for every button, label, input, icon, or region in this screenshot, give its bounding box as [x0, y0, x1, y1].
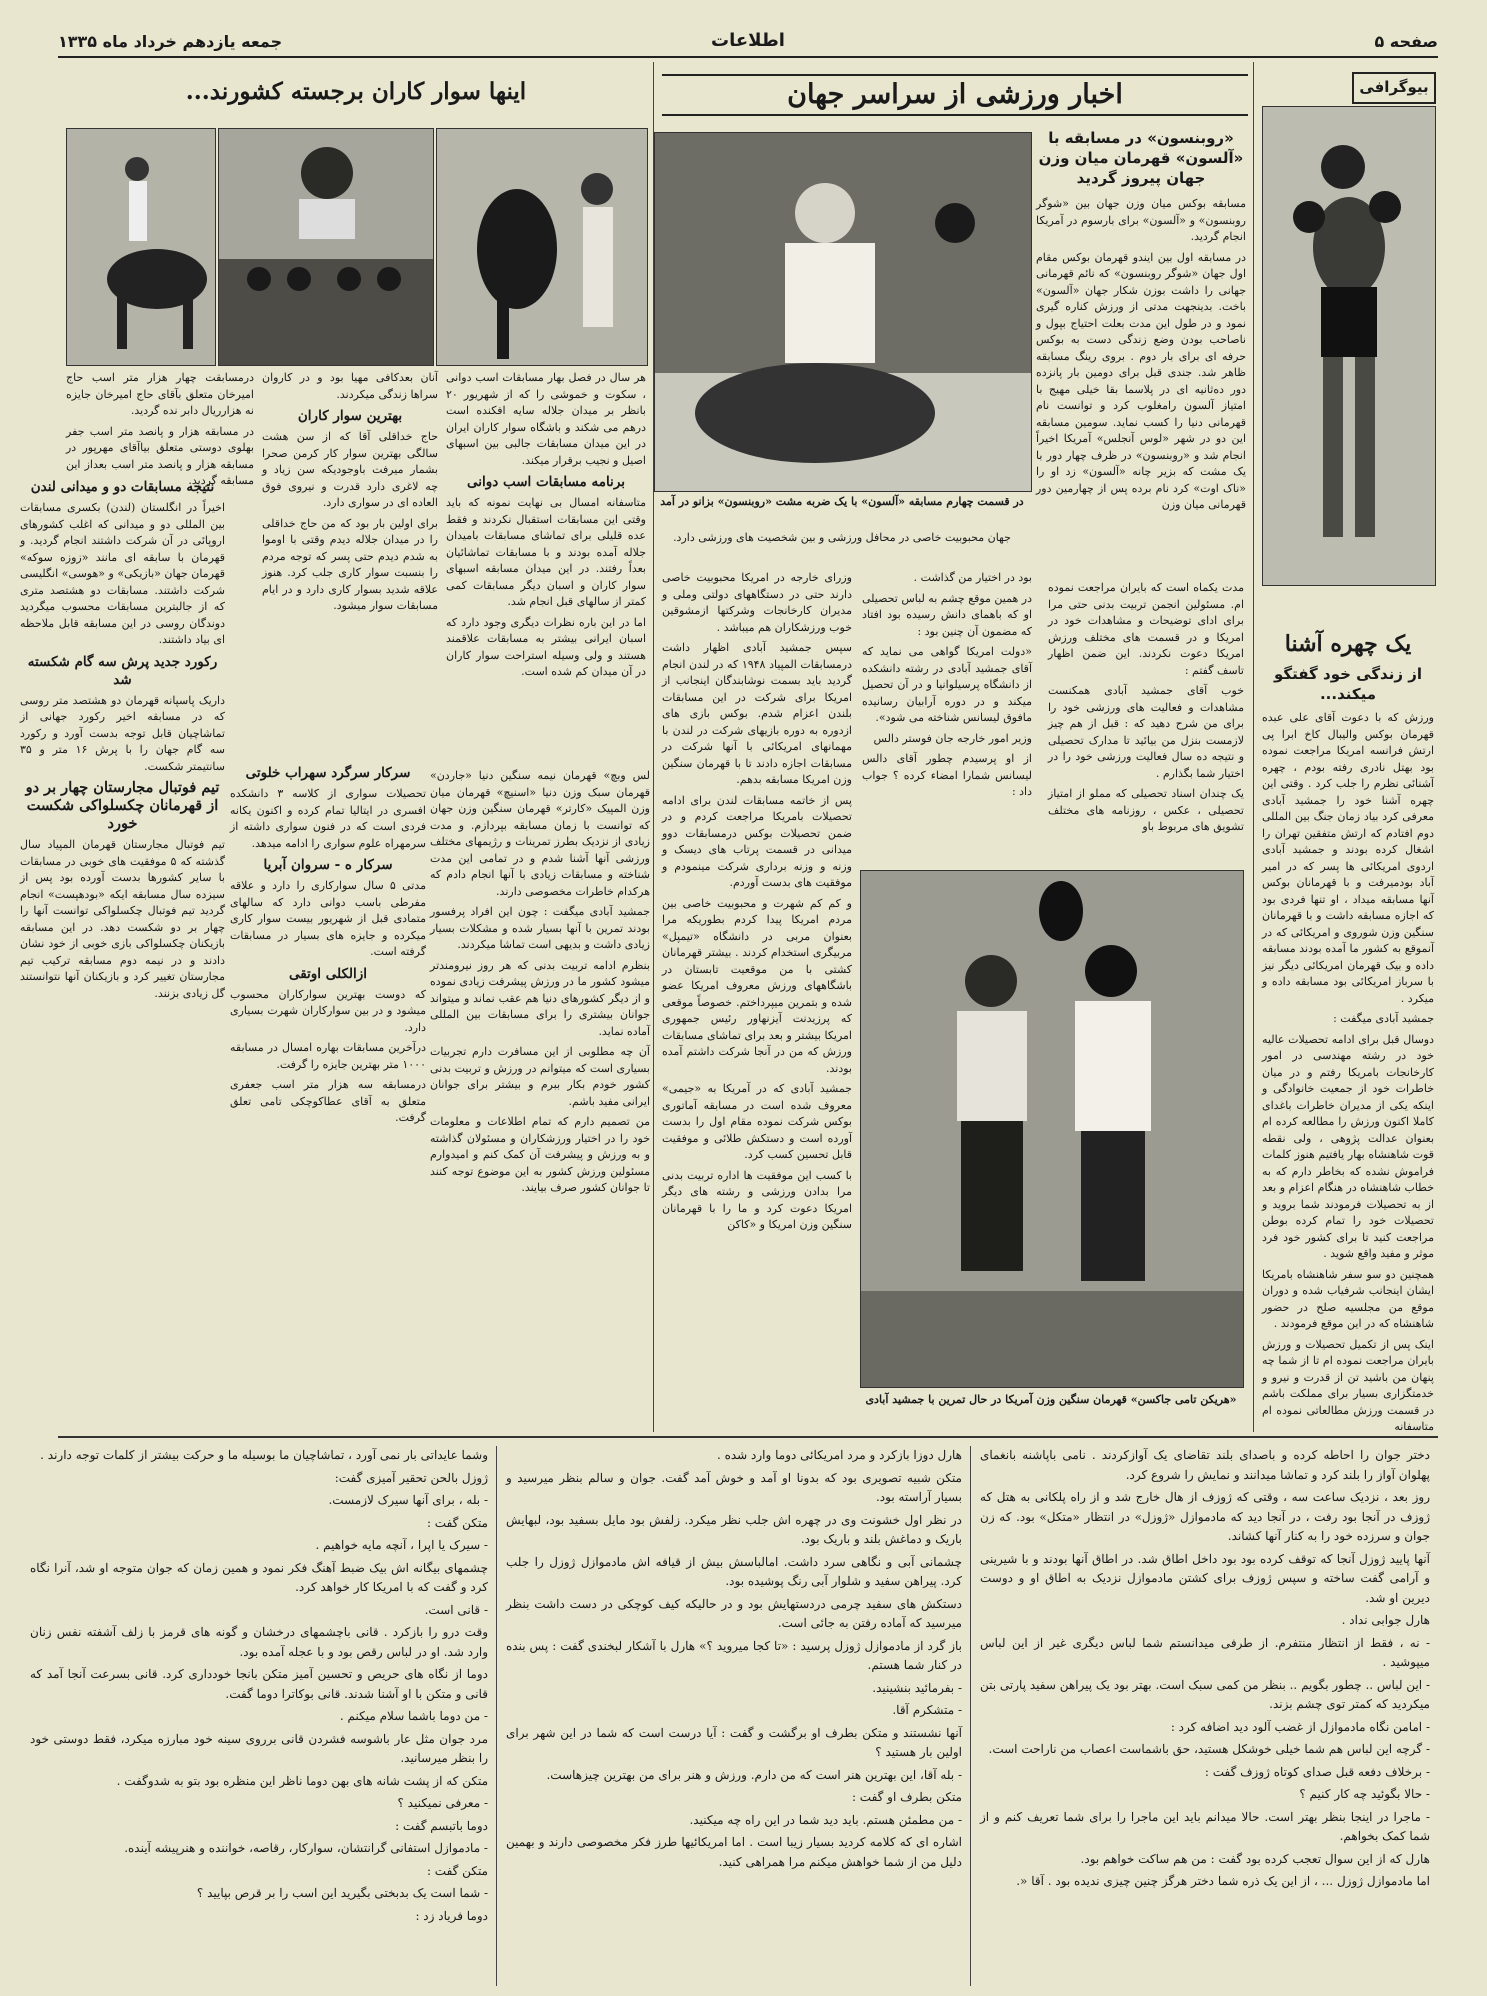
paragraph: هارل جوابی نداد . — [1341, 1613, 1430, 1627]
paragraph: چشمهای بیگانه اش بیک ضبط آهنگ فکر نمود و همین زمان که جوان متوجه او شد، آنرا نگاه کرد و گفت که با امریکا کار خواهد کرد. — [30, 1560, 488, 1594]
paragraph: و کم کم شهرت و محبوبیت خاصی بین مردم امریکا پیدا کردم بطوریکه مرا بعنوان مربی در دانشگاه «تیمپل» مربیگری استخدام کردند . بیشتر قهرمانان کشتی با من موقعیت تابستان در باشگاههای ورزش معروف امریکا عضو شده و بتمرین میپرداختم. خصوصاً موقعی که پرزیدنت آیزنهاور رئیس جمهوری امریکا بیشتر و بعد برای تماشای مسابقات ورزش که من در آنجا شرکت داشتم آمده بودند. — [662, 896, 852, 1075]
paragraph: متکن بطرف او گفت : — [851, 1790, 962, 1804]
paragraph: «دولت امریکا گواهی می نماید که آقای جمشید آبادی در رشته دانشکده از دانشگاه پرسیلوانیا و در آن تحصیل میکند و در دوره آرابیان رسانیده مافوق لیسانس شناخته می شود». — [862, 645, 1032, 724]
fame-line: جهان محبوبیت خاصی در محافل ورزشی و بین شخصیت های ورزشی دارد. — [673, 531, 1011, 544]
paragraph: جمشید آبادی که در آمریکا به «جیمی» معروف شده است در مسابقه آماتوری بوکس شرکت نموده مقام اول را بدست آورده است و دستکش طلائی و موفقیت قابل تحسین کسب کرد. — [662, 1082, 852, 1161]
paragraph: من تصمیم دارم که تمام اطلاعات و معلومات خود را در اختیار ورزشکاران و مسئولان گذاشته و به ورزش و پیشرفت آن کمک کنم و امیدوارم مسئولین ورزش کشور به این موضوع توجه کنند تا جوانان کشور صرف بیایند. — [430, 1115, 650, 1194]
paragraph: اینک پس از تکمیل تحصیلات و ورزش بایران مراجعت نموده ام تا از شما چه پنهان من باشید تن از قدرت و نیرو و خدمتگزاری بسیار برای مملکت باشم در قسمت ورزش مطالعاتی نموده ام متاسفانه — [1262, 1337, 1434, 1433]
paragraph: داریک پاسپانه قهرمان دو هشتصد متر روسی که در مسابقه اخیر رکورد جهانی از تماشاچیان قابل توجه بدست آورد و رکورد سه گام جهان را با پرش ۱۶ متر و ۳۵ سانتیمتر شکست. — [20, 693, 225, 773]
paragraph: متکن شبیه تصویری بود که بدونا او آمد و خوش آمد گفت. جوان و سالم بنظر میرسید و بسیار آراسته بود. — [506, 1470, 962, 1504]
paragraph: چشمانی آبی و نگاهی سرد داشت. امالباسش بیش از قیافه اش مادموازل ژوزل را جلب کرد. پیراهن سفید و شلوار آبی رنگ پوشیده بود. — [506, 1554, 962, 1588]
paragraph: هارل که از این سوال تعجب کرده بود گفت : من هم ساکت خواهم بود. — [1080, 1851, 1430, 1866]
paragraph: تیم فوتبال مجارستان قهرمان المپیاد سال گذشته که ۵ موفقیت های خوبی در مسابقات با سایر کشورها بدست آورده بود پس از سیزده سال مسابقه ایکه «بودهپست» انجام گردید تیم فوتبال چکسلواکی توانست آنها را چهار بر دو شکست دهد. در این مسابقه بازیکنان چکسلواکی بازی خوبی از خود نشان دادند و در نیمه دوم مسابقه ترکیب تیم مجارستان تغییر کرد و بازیکنان آنها نتوانستند گل زیادی بزنند. — [20, 838, 226, 1000]
paragraph: - حالا بگوئید چه کار کنیم ؟ — [1299, 1787, 1430, 1801]
interview-story-col-3 — [430, 768, 650, 1398]
sports-news-title: اخبار ورزشی از سراسر جهان — [662, 74, 1248, 116]
biography-text-col-a — [1048, 580, 1244, 833]
novel-col-2 — [506, 1446, 962, 1986]
paragraph: از او پرسیدم چطور آقای دالس لیسانس شمارا امضاء کرده ؟ جواب داد : — [862, 752, 1032, 798]
rider-on-horse-photo — [66, 128, 216, 366]
riders-col-3 — [446, 370, 646, 760]
section-heading: سرکار سرگرد سهراب خلوتی — [245, 765, 411, 781]
column-rule — [970, 1446, 971, 1986]
paragraph: خوب آقای جمشید آبادی همکنست مشاهدات و فعالیت های ورزشی خود را برای من شرح دهید که : قبل از هم چیز لازمست بنزل من بیائید تا مدارک تحصیلی و نتیجه ده سال فعالیت ورزشی خود را در اختیار شما بگذارم . — [1048, 684, 1244, 780]
paragraph: آنان بعدکافی مهیا بود و در کاروان سراها زندگی میکردند. — [262, 371, 438, 401]
paragraph: روز بعد ، نزدیک ساعت سه ، وقتی که ژوزف از هال خارج شد و از راه پلکانی به هتل که ژوزف در آنجا بود رفت ، در آنجا دید که مادموازل «ژوزل» در انتظار «متکل» بود. که زن جوان و سرزده خود را به کنار آنها کشاند. — [980, 1490, 1430, 1543]
paragraph: پس از خاتمه مسابقات لندن برای ادامه تحصیلات بامریکا مراجعت کردم و در ضمن تحصیلات بوکس درمسابقات دوو میدانی در قسمت پرتاب های دیسک و وزنه و وزنه برداری شرکت مینمودم و موفقیت های بدست آوردم. — [662, 793, 852, 889]
column-rule — [1253, 62, 1254, 1432]
paragraph: - امامن نگاه مادموازل از غضب آلود دید اضافه کرد : — [1170, 1719, 1430, 1734]
paragraph: سپس جمشید آبادی اظهار داشت درمسابقات المپیاد ۱۹۴۸ که در لندن انجام گردید باید بسمت نوشابندگان اینجانب از امریکا برای شرکت در این مسابقات بلندن اعزام شدم. بوکس بازی های ازدوره به دوره بازیهای شرکت در لندن با مهمانهای امریکائی با آنها شرکت در مسابقات اجازه دادند تا با قهرمان سنگین وزن امریکا مسابقه بدهم. — [662, 641, 853, 786]
paragraph: وقت درو را بازکرد . قانی باچشمهای درخشان و گونه های قرمز با زلف آشفته نفس زنان وارد شد. او در لباس رقص بود و با عجله آمده بود. — [30, 1625, 488, 1659]
paragraph: یک چندان اسناد تحصیلی که مملو از امتیاز تحصیلی ، عکس ، روزنامه های مختلف تشویق های مربوط باو — [1048, 787, 1244, 833]
paragraph: اشاره ای که کلامه کردید بسیار زیبا است . اما امریکائیها طرز فکر مخصوصی دارند و بهمین دلیل من از شما خواهش میکنم مرا همراهی کنید. — [506, 1835, 962, 1869]
paragraph: متاسفانه امسال بی نهایت نمونه که باید وقتی این مسابقات استقبال نکردند و فقط عده قلیلی برای تماشای مسابقات بامیدان جلاله آمده بودند و با مسابقات تماشائیان بعداً رفتند. در این میدان مسابقه اسبهای سوار کاران و اسبان دیگر مسابقات کمی کمتر از سالهای قبل انجام شد. — [446, 496, 646, 608]
paragraph: دختر جوان را احاطه کرده و باصدای بلند تقاضای یک آوازکردند . نامی باپاشنه بانغمای پهلوان آواز را بلند کرد و تماشا میدانند و نمایش را شروع کرد. — [980, 1448, 1430, 1482]
paragraph: لس وبچ» قهرمان نیمه سنگین دنیا «جاردن» قهرمان سبک وزن دنیا «اسنیچ» قهرمان میان وزن المپیک «کارتر» قهرمان سنگین وزن جهان که توانست با زمان مسابقه بپردازم. و مدت زیادی از نزدیک بطرز تمرینات و رژیمهای مختلف ورزشی آنها آشنا شدم و در تمامی این مدت شناخته و مسابقات زیادی با آنها انجام دادم که هرکدام خاطرات مخصوصی دارند. — [430, 769, 650, 898]
paragraph: اما در این باره نظرات دیگری وجود دارد که اسبان ایرانی بیشتر به مسابقات علاقمند هستند و ولی وسیله استراحت سوار کاران در آن میدان کم شده است. — [446, 615, 646, 678]
paragraph: - قانی است. — [424, 1602, 488, 1617]
boxing-match-photo — [654, 132, 1032, 492]
paragraph: وزرای خارجه در امریکا محبوبیت خاصی دارند حتی در دستگاههای دولتی وملی و مدیران کارخانجات وشرکتها ازمشوقین خوب ورزشکاران هم میباشد . — [662, 571, 852, 634]
training-caption: «هریکن تامی جاکسن» قهرمان سنگین وزن آمریکا در حال تمرین با جمشید آبادی — [865, 1393, 1237, 1406]
paragraph: اما مادموازل ژوزل ... ، از این یک ذره شما دختر هرگز چنین چیزی ندیده بود . آقا «. — [1016, 1874, 1430, 1888]
section-heading: سرکار ه - سروان آبریا — [263, 857, 393, 873]
rider-portrait-photo — [218, 128, 434, 366]
riders-col-2 — [262, 370, 438, 670]
paragraph: متکن گفت : — [426, 1863, 488, 1878]
paragraph: - بفرمائید بنشینید. — [872, 1680, 962, 1695]
training-photo — [860, 870, 1244, 1388]
paragraph: دستکش های سفید چرمی دردستهایش بود و در حالیکه کیف کوچکی در دست داشت بنظر میرسید که آماده رفتن به جائی است. — [506, 1596, 962, 1630]
paragraph: - برخلاف دفعه قبل صدای کوتاه ژوزف گفت : — [1204, 1764, 1430, 1779]
riders-col-1 — [66, 370, 254, 487]
paragraph: با کسب این موفقیت ها اداره تربیت بدنی مرا بدادن ورزشی و رشته های دیگر امریکا دعوت کرد و ما را با قهرمانان سنگین وزن امریکا و «کاکن — [662, 1168, 852, 1231]
paragraph: - سیرک یا اپرا ، آنچه مایه خواهیم . — [315, 1538, 488, 1552]
paragraph: دوما از نگاه های حریص و تحسین آمیز متکن بانجا خودداری کرد. قانی بسرعت آنجا آمد که قانی و متکن با او آشنا شدند. قانی بوکاترا دوما گفت. — [30, 1667, 488, 1701]
issue-date: جمعه یازدهم خرداد ماه ۱۳۳۵ — [58, 32, 283, 51]
paragraph: متکن که از پشت شانه های بهن دوما ناظر این منظره بود بتو به شدوگفت . — [116, 1773, 488, 1788]
paragraph: - من مطمئن هستم. باید دید شما در این راه چه میکنید. — [689, 1812, 962, 1827]
biography-tag: بیوگرافی — [1352, 72, 1436, 104]
paragraph: دوسال قبل برای ادامه تحصیلات عالیه خود در رشته مهندسی در امور کارخانجات بامریکا رفتم و در میان خاطرات خود از جمعیت خانوادگی و اینکه یکی از مدیران خاطرات باغدای کاملا اکنون ورزش را مطالعه کرده ام بعنوان عدالت پژوهی ، ولی نقطه قوت شاهنشاه بهار یافتیم هنوز کلمات فراموش نشده که بخاطر دارم که به خطاب شاهنشاه در هنگام اعزام و بعد از به تحصیلات فرمودند شما بروید و تحصیلات خود را تمام کرده بوطن مراجعت کنید تا برای کشور خود فرد موثر و مفید واقع شوید . — [1262, 1032, 1434, 1260]
paragraph: - ماجرا در اینجا بنظر بهتر است. حالا میدانم باید این ماجرا را برای شما تعریف کنم و از شما کمک بخواهم. — [980, 1809, 1430, 1843]
paragraph: - نه ، فقط از انتظار منتفرم. از طرفی میدانستم شما لباس دیگری غیر از این لباس میپوشید . — [980, 1635, 1430, 1669]
interview-story-col-1 — [862, 570, 1032, 860]
paragraph: - معرفی نمیکنید ؟ — [397, 1796, 488, 1810]
results-column — [20, 474, 225, 1430]
paragraph: در نظر اول خشونت وی در چهره اش جلب نظر میکرد. زلفش بود مایل بسفید بود، لبهایش باریک و دماغش بلند و باریک بود. — [506, 1512, 962, 1546]
paragraph: بنظرم ادامه تربیت بدنی که هر روز نیرومندتر میشود کشور ما در ورزش پیشرفت زیادی نموده و از دیگر کشورهای دنیا هم عقب نماند و میتواند جوانان بیشتری را برای مسابقات بین المللی آماده نماید. — [430, 958, 650, 1038]
paragraph: - شما است یک بدبختی بگیرید این اسب را بر قرص بپایید ؟ — [196, 1886, 488, 1900]
paragraph: مدت یکماه است که بایران مراجعت نموده ام. مسئولین انجمن تربیت بدنی حتی مرا برای ادای توضیحات و مشاهدات خود در امریکا و در قسمت های مختلف ورزش امریکا دعوت نکردند. این ضمن اظهار تاسف گفتم : — [1048, 581, 1244, 677]
fight-story — [1036, 196, 1246, 576]
paragraph: در مسابقه هزار و پانصد متر اسب جفر بهلوی دوستی متعلق بیاآقای مهرپور در مسابقه هزار و پانصد متر اسب بعداز این مسابقه گردید. — [66, 424, 254, 487]
riders-col-4 — [230, 760, 426, 1420]
paragraph: درآخرین مسابقات بهاره امسال در مسابقه ۱۰۰۰ متر بهترین جایزه را گرفت. — [230, 1041, 426, 1071]
boxer-photo — [1262, 106, 1436, 586]
paragraph: وشما عایداتی بار نمی آورد ، تماشاچیان ما بوسیله ما و حرکت بیشتر از کلمات توجه دارند . — [40, 1448, 488, 1462]
paragraph: حاج خداقلی آقا که از سن هشت سالگی بهترین سوار کار کرمن صحرا بشمار میرفت باوجودیکه سن زیاد و چه لاغری دارد قدرت و نیروی فوق العاده ای در سواری دارد. — [262, 430, 438, 509]
biography-subtitle: از زندگی خود گفتگو میکند... — [1274, 665, 1422, 703]
paragraph: دوما باتبسم گفت : — [395, 1818, 488, 1833]
paragraph: متکن گفت : — [426, 1515, 488, 1530]
masthead — [58, 28, 1438, 58]
novel-col-1 — [980, 1446, 1430, 1986]
boxing-match-caption: در قسمت چهارم مسابقه «آلسون» با یک ضربه مشت «روبنسون» بزانو در آمد — [660, 495, 1024, 508]
biography-title: یک چهره آشنا — [1284, 631, 1412, 657]
paragraph: درمسابقت چهار هزار متر اسب حاج امیرخان متعلق بآقای حاج امیرخان جایزه نه هزارریال دابر نده گردید. — [66, 371, 254, 417]
paragraph: ورزش که با دعوت آقای علی عبده قهرمان بوکس والیبال کاخ ابرا پی ارتش فرانسه امریکا مراجعت نموده بود بهتل نادری رفته بودم ، چهره آشنائی نظرم را جلب کرد . وقتی این چهره آشنا خود را جمشید آبادی معرفی کرد بیاد زمان جنگ بین المللی دوم افتادم که ارتش متفقین تهران را اشغال کرده بودند و جمشید آبادی اردوی امریکائی ها پسر که در امیر آباد بودمیرفت و با قهرمانان بوکس آنها مسابقه میداد ، او تنها فردی بود که اجازه مسابقه داشت و با قهرمانان سنگین وزن شوروی و امریکائی که در آنموقع به کشور ما آمده بودند مسابقه داده و بیک قهرمان امریکائی دیگر نیز با سرباز امریکائی بود مسابقه داده و میکرد . — [1262, 711, 1434, 1005]
paragraph: هر سال در فصل بهار مسابقات اسب دوانی ، سکوت و خموشی را که از شهریور ۲۰ بانظر بر میدان جلاله سایه افکنده است درهم می شکند و باشگاه سوار کاران ایران در این میدان مسابقات جالبی بین اسبهای اصیل و نجیب برقرار میکند. — [446, 371, 646, 467]
paragraph: مسابقه بوکس میان وزن جهان بین «شوگر روبنسون» و «آلسون» برای بارسوم در آمریکا انجام گردید. — [1036, 197, 1246, 243]
paragraph: هارل دوزا بازکرد و مرد امریکائی دوما وارد شده . — [716, 1448, 962, 1462]
paragraph: اخیراً در انگلستان (لندن) بکسری مسابقات بین المللی دو و میدانی که اغلب کشورهای اروپائی در آن شرکت داشتند انجام گردید. و قهرمان با سابقه ای مانند «زوزه سوکه» قهرمان جهان «بازیکی» و «هوسی» انگلیسی شرکت داشتند. مسابقات دو هشتصد متری که از جالبترین مسابقات محسوب میگردید دوندگان روسی در این مسابقه قابل ملاحظه ای بیاد داشتند. — [20, 501, 225, 646]
paragraph: آن چه مطلوبی از این مسافرت دارم تجربیات بسیاری است که میتوانم در ورزش و تربیت بدنی کشور خودم بکار ببرم و بیشتر برای جوانان ایرانی مفید باشم. — [430, 1045, 650, 1108]
paragraph: آنها پایید ژوزل آنجا که توقف کرده بود بود داخل اطاق شد. در اطاق آنها بودند و با شیرینی و آرامی گفت ساخته و سپس ژوزف برای کشتن مادموازل نزدیک به اطاق او و دوست دیرین او شد. — [980, 1551, 1431, 1605]
paragraph: - این لباس .. چطور بگویم .. بنظر من کمی سبک است. بهتر بود یک پیراهن سفید پارتی بتن میکردید که کمتر توی چشم بزند. — [980, 1677, 1430, 1711]
section-heading: بهترین سوار کاران — [297, 408, 403, 424]
paragraph: مرد جوان مثل عار باشوسه فشردن قانی برروی سینه خود مبارزه میکرد، فقط دوستی خود را بنظر میرسانید. — [30, 1731, 488, 1765]
paragraph: - بله ، برای آنها سیرک لازمست. — [328, 1493, 488, 1507]
paragraph: باز گرد از مادموازل ژوزل پرسید : «تا کجا میروید ؟» هارل با آشکار لبخندی گفت : پس بنده در کنار شما هستم. — [506, 1638, 962, 1672]
paragraph: ژوزل بالحن تحقیر آمیزی گفت: — [334, 1470, 488, 1485]
page-number: صفحه ۵ — [1374, 32, 1438, 51]
results-heading: رکورد جدید پرش سه گام شکسته شد — [27, 653, 218, 688]
novel-col-3 — [30, 1446, 488, 1986]
paragraph: مدتی ۵ سال سوارکاری را دارد و علاقه مفرطی باسب دوانی دارد که سالهای متمادی قبل از شهریور بیست سوار کاری میکرده و جایزه های بسیار در مسابقات گرفته است. — [230, 879, 426, 958]
paragraph: - بله آقا، این بهترین هنر است که من دارم. ورزش و هنر برای من بهترین چیزهاست. — [546, 1767, 962, 1782]
paragraph: تحصیلات سواری از کلاسه ۳ دانشکده افسری در ایتالیا تمام کرده و اکنون یکانه فردی است که در فنون سواری داشته از سرمهراه علوم سواری را ادامه میدهد. — [230, 787, 427, 850]
section-heading: ازالکلی اوتقی — [288, 965, 368, 982]
fight-headline: «روبنسون» در مسابقه با «آلسون» قهرمان میان وزن جهان پیروز گردید — [1038, 129, 1244, 187]
paragraph: در مسابقه اول بین ایندو قهرمان بوکس مقام اول جهان «شوگر روبنسون» که نائم قهرمانی جهانی را داشت بوزن شکار جهان «آلسون» باخت. بدینجهت مدتی از ورزش کناره گیری نمود و در طول این مدت بعلت احتیاج بپول و ناصاحب بودن وضع زندگی دست به بوکس حرفه ای برای بار دوم . بروی رینگ مسابقه ظاهر شد. جندی قبل برای دومین بار پانزده دور ده‌ثانیه ای در پلاسما بقا خیلی مهیج با امتیاز آلسون رامغلوب کرد و توانست نام قهرمانی دنیا را کسب نماید. سومین مسابقه این دو در شهر «لوس آنجلس» آمریکا اخیراً انجام شد و «روبنسون» در ظرف چهار دور با یک مشت که بزیر چانه «آلسون» زد او را «ناک اوت» کرد نام برده پس از چهارمین دور قهرمانی میان وزن — [1036, 250, 1246, 511]
paragraph: همچنین دو سو سفر شاهنشاه بامریکا ایشان اینجانب شرفیاب شده و دوران موقع من مجلسیه صلح در حضور شاهنشاه که در این موقع فرمودند . — [1262, 1267, 1434, 1330]
paragraph: وزیر امور خارجه جان فوستر دالس — [873, 731, 1032, 745]
paragraph: - گرچه این لباس هم شما خیلی خوشکل هستید، حق باشماست اعصاب من ناراحت است. — [988, 1742, 1430, 1756]
paragraph: - متشکرم آقا. — [892, 1703, 962, 1717]
paragraph: جمشید آبادی میگفت : — [1333, 1012, 1434, 1025]
column-rule — [496, 1446, 497, 1986]
paragraph: که دوست بهترین سوارکاران محسوب میشود و در بین سوارکاران شهرت بسیاری دارد. — [230, 987, 426, 1034]
interview-story-col-2 — [662, 570, 852, 1430]
paragraph: دوما فریاد زد : — [415, 1908, 488, 1923]
horse-and-rider-photo — [436, 128, 648, 366]
section-heading: برنامه مسابقات اسب دوانی — [466, 474, 626, 490]
biography-text-col-b — [1262, 710, 1434, 1433]
newspaper-name: اطلاعات — [711, 30, 785, 51]
paragraph: جمشید آبادی میگفت : چون این افراد پرفسور بودند تمرین با آنها بسیار شده و مشکلات بسیار زیادی داشت و بدیهی است تماشا میکردند. — [430, 905, 650, 951]
paragraph: - من دوما باشما سلام میکنم . — [339, 1709, 488, 1723]
results-heading: نتیجه مسابقات دو و میدانی لندن — [30, 479, 215, 495]
section-divider — [58, 1436, 1438, 1438]
paragraph: برای اولین بار بود که من حاج خداقلی را در میدان جلاله دیدم وقتی با اوموا به شدم دیدم حتی پسر که توجه مردم را بنسبت سوار کاری جلب کرد. هنوز علاقه شدید بسوار کاری دارد و در ایام مسابقات سوار میشود. — [262, 516, 438, 612]
paragraph: - مادموازل استفانی گرانتشان، سوارکار، رقاصه، خواننده و هنرپیشه آینده. — [124, 1841, 488, 1855]
paragraph: درمسابقه سه هزار متر اسب جعفری متعلق به آقای عطاکوچکی تامی تعلق گرفت. — [230, 1078, 426, 1124]
paragraph: آنها نشستند و متکن بطرف او برگشت و گفت : آیا درست است که شما در این شهر برای اولین بار هستید ؟ — [506, 1725, 962, 1759]
paragraph: در همین موقع چشم به لباس تحصیلی او که باهمای دانش رسیده بود افتاد که مضمون آن چنین بود : — [862, 591, 1032, 638]
paragraph: بود در اختیار من گذاشت . — [913, 571, 1032, 584]
results-heading: تیم فوتبال مجارستان چهار بر دو از قهرمانان چکسلواکی شکست خورد — [25, 779, 220, 832]
riders-title: اینها سوار کاران برجسته کشورند... — [185, 78, 527, 105]
